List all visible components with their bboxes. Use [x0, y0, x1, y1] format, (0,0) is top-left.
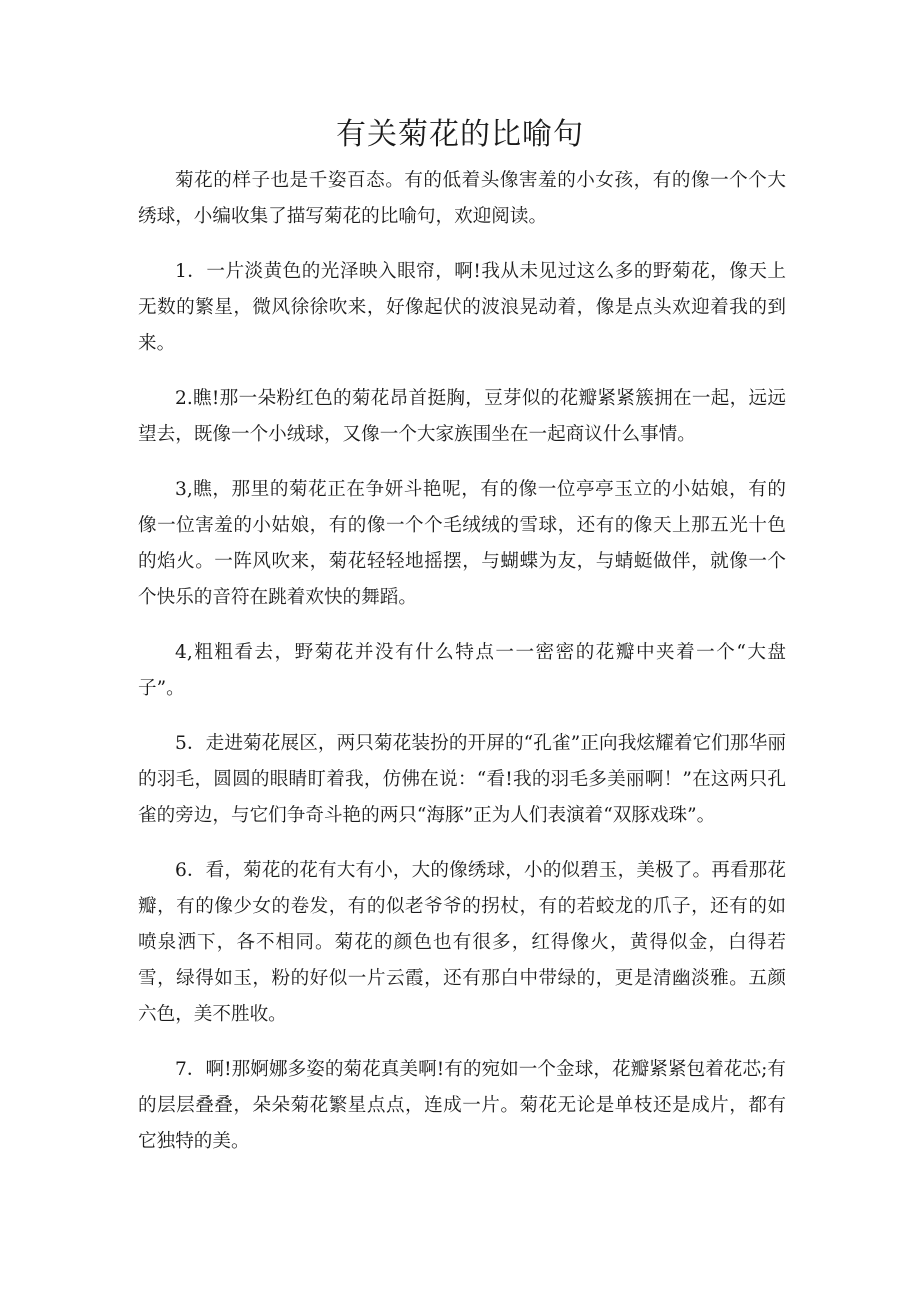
document-body: [138, 163, 786, 1179]
simile-paragraph-6: 6．看，菊花的花有大有小，大的像绣球，小的似碧玉，美极了。再看那花瓣，有的像少女的卷发，有的似老爷爷的拐杖，有的若蛟龙的爪子，还有的如喷泉洒下，各不相同。菊花的颜色也有很多，红得像火，黄得似金，白得若雪，绿得如玉，粉的好似一片云霞，还有那白中带绿的，更是清幽淡雅。五颜六色，美不胜收。: [138, 860, 786, 1025]
simile-paragraph-4: 4,粗粗看去，野菊花并没有什么特点一一密密的花瓣中夹着一个“大盘子”。: [138, 642, 786, 699]
simile-paragraph-2: 2.瞧!那一朵粉红色的菊花昂首挺胸，豆芽似的花瓣紧紧簇拥在一起，远远望去，既像一个小绒球，又像一个大家族围坐在一起商议什么事情。: [138, 388, 786, 445]
simile-paragraph-3: 3,瞧，那里的菊花正在争妍斗艳呢，有的像一位亭亭玉立的小姑娘，有的像一位害羞的小姑娘，有的像一个个毛绒绒的雪球，还有的像天上那五光十色的焰火。一阵风吹来，菊花轻轻地摇摆，与蝴蝶为友，与蜻蜓做伴，就像一个个快乐的音符在跳着欢快的舞蹈。: [138, 479, 786, 608]
document-title: 有关菊花的比喻句: [336, 117, 584, 152]
intro-paragraph: 菊花的样子也是千姿百态。有的低着头像害羞的小女孩，有的像一个个大绣球，小编收集了描写菊花的比喻句，欢迎阅读。: [138, 170, 786, 227]
simile-paragraph-7: 7．啊!那婀娜多姿的菊花真美啊!有的宛如一个金球，花瓣紧紧包着花芯;有的层层叠叠，朵朵菊花繁星点点，连成一片。菊花无论是单枝还是成片，都有它独特的美。: [138, 1059, 786, 1152]
simile-paragraph-5: 5．走进菊花展区，两只菊花装扮的开屏的“孔雀”正向我炫耀着它们那华丽的羽毛，圆圆的眼睛盯着我，仿佛在说：“看!我的羽毛多美丽啊！”在这两只孔雀的旁边，与它们争奇斗艳的两只“海豚”正为人们表演着“双豚戏珠”。: [138, 733, 786, 826]
simile-paragraph-1: 1．一片淡黄色的光泽映入眼帘，啊!我从未见过这么多的野菊花，像天上无数的繁星，微风徐徐吹来，好像起伏的波浪晃动着，像是点头欢迎着我的到来。: [138, 261, 786, 354]
